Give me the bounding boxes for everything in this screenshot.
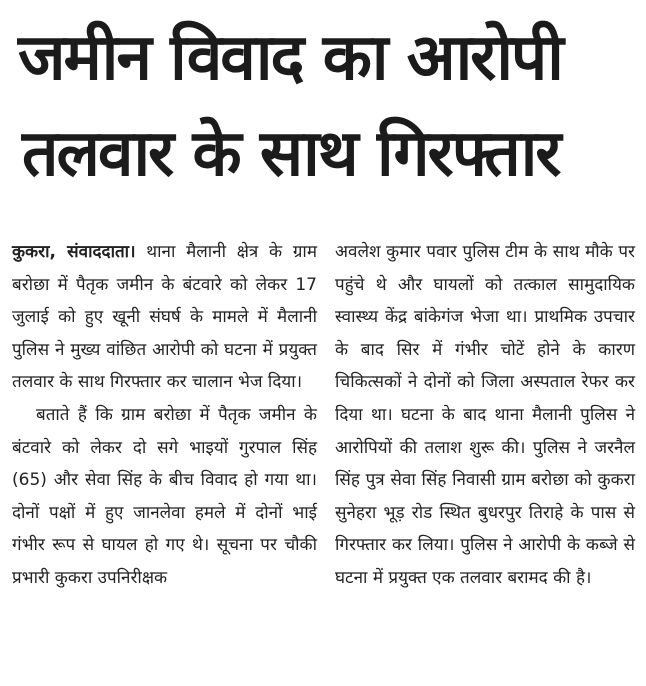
article-column-right — [335, 236, 635, 595]
column-divider — [324, 236, 325, 676]
article-column-left — [12, 236, 317, 595]
headline — [18, 14, 630, 206]
headline-line-1: जमीन विवाद का आरोपी — [18, 21, 562, 95]
byline: कुकरा, संवाददाता। — [12, 242, 136, 262]
headline-line-2: तलवार के साथ गिरफ्तार — [22, 117, 560, 191]
article-paragraph-1 — [12, 236, 317, 399]
article-paragraph-1-text: थाना मैलानी क्षेत्र के ग्राम बरोछा में पैतृक जमीन के बंटवारे को लेकर 17 जुलाई को हुए खूनी संघर्ष के मामले में मैलानी पुलिस ने मुख्य वांछित आरोपी को घटना में प्रयुक्त तलवार के साथ गिरफ्तार कर चालान भेज दिया। — [12, 242, 317, 393]
article-paragraph-2: बताते हैं कि ग्राम बरोछा में पैतृक जमीन के बंटवारे को लेकर दो सगे भाइयों गुरपाल सिंह (65) और सेवा सिंह के बीच विवाद हो गया था। दोनों पक्षों में हुए जानलेवा हमले में दोनों भाई गंभीर रूप से घायल हो गए थे। सूचना पर चौकी प्रभारी कुकरा उपनिरीक्षक — [12, 404, 317, 588]
article-paragraph-3: अवलेश कुमार पवार पुलिस टीम के साथ मौके पर पहुंचे थे और घायलों को तत्काल सामुदायिक स्वास्थ्य केंद्र बांकेगंज भेजा था। प्राथमिक उपचार के बाद सिर में गंभीर चोटें होने के कारण चिकित्सकों ने दोनों को जिला अस्पताल रेफर कर दिया था। घटना के बाद थाना मैलानी पुलिस ने आरोपियों की तलाश शुरू की। पुलिस ने जरनैल सिंह पुत्र सेवा सिंह निवासी ग्राम बरोछा को कुकरा सुनेहरा भूड़ रोड स्थित बुधरपुर तिराहे के पास से गिरफ्तार कर लिया। पुलिस ने आरोपी के कब्जे से घटना में प्रयुक्त एक तलवार बरामद की है। — [335, 242, 635, 588]
